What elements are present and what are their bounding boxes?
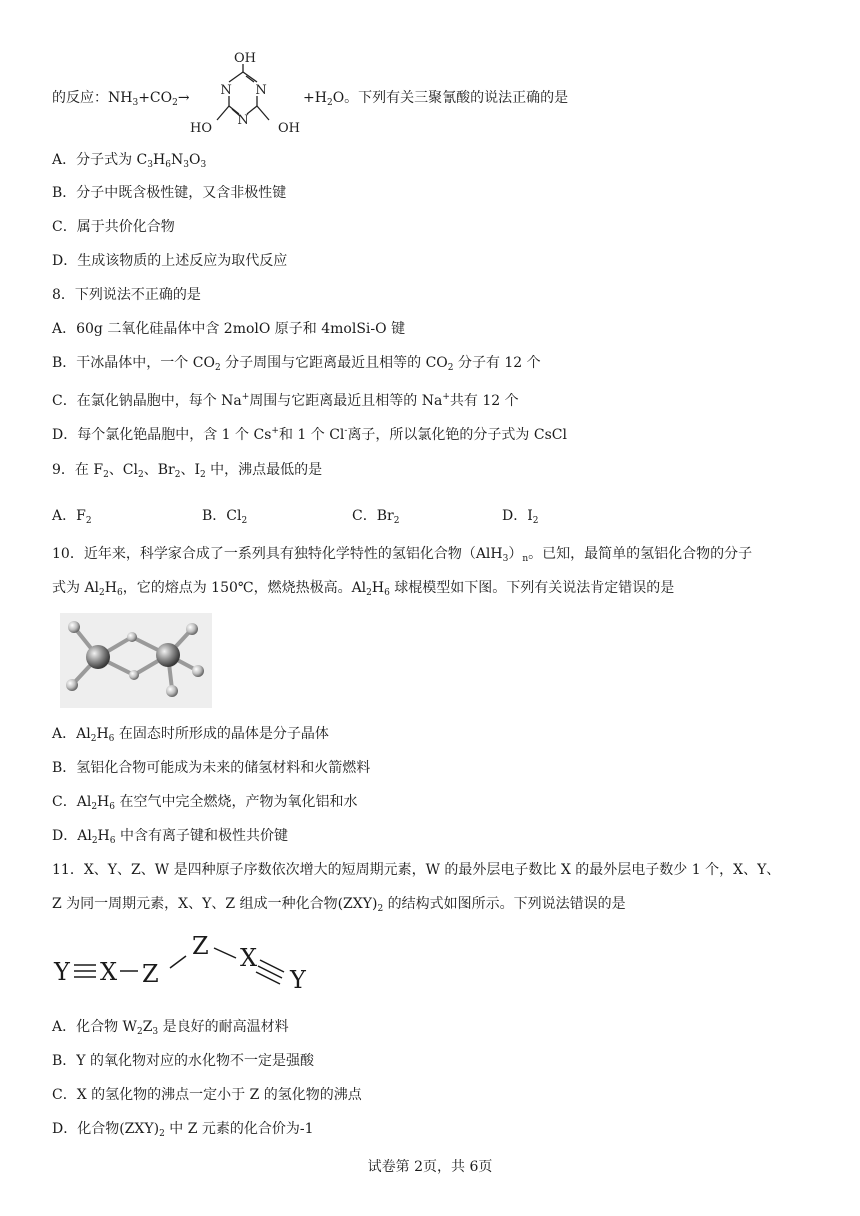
q7-option-b: B．分子中既含极性键，又含非极性键 xyxy=(52,185,287,201)
q10-stem-line1: 10．近年来，科学家合成了一系列具有独特化学特性的氢铝化合物$(AlH_3)_n$。已知，最简单的氢铝化合物的分子 xyxy=(52,546,753,564)
q8-option-b: B．干冰晶体中，一个 $CO_2$ 分子周围与它距离最近且相等的 $CO_2$ 分子有 12 个 xyxy=(52,355,541,373)
q9-stem: 9．在 $F_2$、$Cl_2$、$Br_2$、$I_2$ 中，沸点最低的是 xyxy=(52,462,323,480)
svg-text:Y: Y xyxy=(290,966,306,994)
svg-text:Z: Z xyxy=(142,960,159,988)
svg-text:X: X xyxy=(100,958,118,986)
q8-option-d: D．每个氯化铯晶胞中，含 1 个 Cs+和 1 个 Cl-离子，所以氯化铯的分子式为 CsCl xyxy=(52,426,567,443)
svg-text:Z: Z xyxy=(192,932,209,960)
q11-option-a: A．化合物 $W_2Z_3$ 是良好的耐高温材料 xyxy=(52,1019,289,1037)
q11-stem-line1: 11．X、Y、Z、W 是四种原子序数依次增大的短周期元素，W 的最外层电子数比 X 的最外层电子数少 1 个，X、Y、 xyxy=(52,862,781,878)
q8-option-c: C．在氯化钠晶胞中，每个 Na+周围与它距离最近且相等的 Na+共有 12 个 xyxy=(52,392,519,409)
q10-stem-line2: 式为 $Al_2H_6$，它的熔点为 150℃，燃烧热极高。$Al_2H_6$ 球棍模型如下图。下列有关说法肯定错误的是 xyxy=(52,580,675,598)
zxy2-structural-formula xyxy=(52,930,352,1000)
q8-stem: 8．下列说法不正确的是 xyxy=(52,287,201,303)
q7-option-c: C．属于共价化合物 xyxy=(52,219,175,235)
q10-option-b: B．氢铝化合物可能成为未来的储氢材料和火箭燃料 xyxy=(52,760,371,776)
q11-option-d: D．化合物$(ZXY)_2$ 中 Z 元素的化合价为-1 xyxy=(52,1121,314,1139)
q7-stem-tail: $+H_2O$。下列有关三聚氰酸的说法正确的是 xyxy=(303,90,569,108)
svg-text:Y: Y xyxy=(54,958,70,986)
svg-text:N: N xyxy=(220,83,232,98)
q9-option-c: C．$Br_2$ xyxy=(352,508,400,526)
q11-option-b: B．Y 的氧化物对应的水化物不一定是强酸 xyxy=(52,1053,314,1069)
svg-text:OH: OH xyxy=(278,121,300,136)
al2h6-ball-stick-model xyxy=(60,613,212,708)
svg-text:OH: OH xyxy=(234,51,256,66)
q9-option-a: A．$F_2$ xyxy=(52,508,92,526)
q7-stem: 的反应：$NH_3+CO_2\to$ xyxy=(52,90,190,108)
svg-text:HO: HO xyxy=(190,121,212,136)
q7-option-a: A．分子式为 $C_3H_6N_3O_3$ xyxy=(52,152,207,170)
q9-option-d: D．$I_2$ xyxy=(502,508,539,526)
q9-option-b: B．$Cl_2$ xyxy=(202,508,248,526)
q10-option-d: D．$Al_2H_6$ 中含有离子键和极性共价键 xyxy=(52,828,288,846)
cyanuric-acid-structure xyxy=(183,50,303,140)
q11-stem-line2: Z 为同一周期元素，X、Y、Z 组成一种化合物$(ZXY)_2$ 的结构式如图所示。下列说法错误的是 xyxy=(52,896,626,914)
svg-text:N: N xyxy=(255,83,267,98)
svg-text:N: N xyxy=(237,113,249,128)
svg-text:X: X xyxy=(240,944,258,972)
q10-option-a: A．$Al_2H_6$ 在固态时所形成的晶体是分子晶体 xyxy=(52,726,329,744)
q10-option-c: C．$Al_2H_6$ 在空气中完全燃烧，产物为氧化铝和水 xyxy=(52,794,358,812)
page-footer: 试卷第 2页，共 6页 xyxy=(367,1159,493,1175)
q7-option-d: D．生成该物质的上述反应为取代反应 xyxy=(52,253,288,269)
q11-option-c: C．X 的氢化物的沸点一定小于 Z 的氢化物的沸点 xyxy=(52,1087,362,1103)
q8-option-a: A．60g 二氧化硅晶体中含 2molO 原子和 4molSi-O 键 xyxy=(52,321,406,337)
